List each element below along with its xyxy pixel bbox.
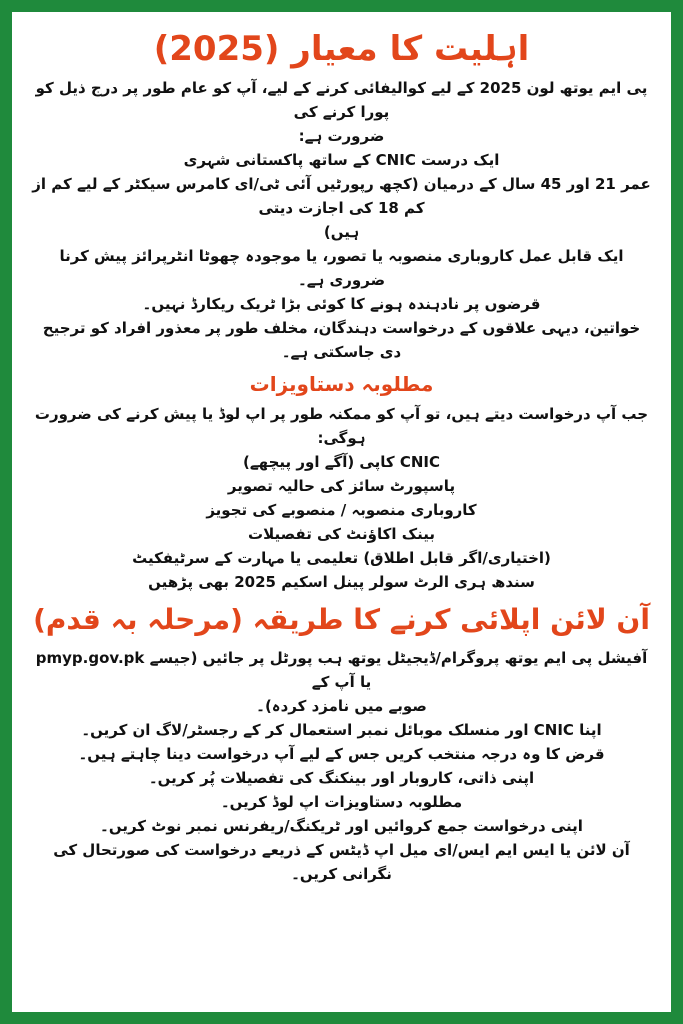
documents-line: بینک اکاؤنٹ کی تفصیلات xyxy=(248,525,435,543)
eligibility-line: ایک قابل عمل کاروباری منصوبہ یا تصور، یا موجودہ چھوٹا انٹرپرائز پیش کرنا ضروری ہے۔ xyxy=(59,247,624,289)
documents-line: کاروباری منصوبہ / منصوبے کی تجویز xyxy=(206,501,477,519)
apply-steps-heading: آن لائن اپلائی کرنے کا طریقہ (مرحلہ بہ قدم) xyxy=(33,603,650,636)
eligibility-heading: اہلیت کا معیار (2025) xyxy=(153,29,530,69)
apply-step-line: قرض کا وہ درجہ منتخب کریں جس کے لیے آپ درخواست دینا چاہتے ہیں۔ xyxy=(78,745,605,763)
eligibility-line: ضرورت ہے: xyxy=(298,127,385,145)
eligibility-line: ہیں) xyxy=(323,223,360,241)
apply-step-line: اپنی درخواست جمع کروائیں اور ٹریکنگ/ریفرنس نمبر نوٹ کریں۔ xyxy=(100,817,583,835)
eligibility-line: پی ایم یوتھ لون 2025 کے لیے کوالیفائی کرنے کے لیے، آپ کو عام طور پر درج ذیل کو پورا کرنے کی xyxy=(35,79,648,121)
apply-step-line: آن لائن یا ایس ایم ایس/ای میل اپ ڈیٹس کے ذریعے درخواست کی صورتحال کی نگرانی کریں۔ xyxy=(53,841,630,883)
documents-heading: مطلوبہ دستاویزات xyxy=(249,372,434,396)
documents-line: CNIC کاپی (آگے اور پیچھے) xyxy=(243,453,440,471)
apply-step-line: صوبے میں نامزد کردہ)۔ xyxy=(256,697,427,715)
eligibility-line: خواتین، دیہی علاقوں کے درخواست دہندگان، مخلف طور پر معذور افراد کو ترجیح دی جاسکتی ہے۔ xyxy=(42,319,641,361)
documents-line: (اختیاری/اگر قابل اطلاق) تعلیمی یا مہارت کے سرٹیفکیٹ xyxy=(132,549,551,567)
article-content xyxy=(32,26,651,886)
documents-line: سندھ ہری الرٹ سولر پینل اسکیم 2025 بھی پڑھیں xyxy=(148,573,535,591)
eligibility-line: ایک درست CNIC کے ساتھ پاکستانی شہری xyxy=(183,151,500,169)
eligibility-line: عمر 21 اور 45 سال کے درمیان (کچھ رپورٹیں آئی ٹی/ای کامرس سیکٹر کے لیے کم از کم 18 کی اجازت دیتی xyxy=(32,175,651,217)
apply-step-line: اپنا CNIC اور منسلک موبائل نمبر استعمال کر کے رجسٹر/لاگ ان کریں۔ xyxy=(81,721,602,739)
documents-line: پاسپورٹ سائز کی حالیہ تصویر xyxy=(227,477,456,495)
documents-line: جب آپ درخواست دیتے ہیں، تو آپ کو ممکنہ طور پر اپ لوڈ یا پیش کرنے کی ضرورت ہوگی: xyxy=(34,405,649,447)
apply-step-line: مطلوبہ دستاویزات اپ لوڈ کریں۔ xyxy=(220,793,463,811)
eligibility-line: قرضوں پر نادہندہ ہونے کا کوئی بڑا ٹریک ریکارڈ نہیں۔ xyxy=(142,295,541,313)
apply-step-line: آفیشل پی ایم یوتھ پروگرام/ڈیجیٹل یوتھ ہب پورٹل پر جائیں (جیسے pmyp.gov.pk یا آپ کے xyxy=(35,649,648,691)
apply-step-line: اپنی ذاتی، کاروبار اور بینکنگ کی تفصیلات پُر کریں۔ xyxy=(148,769,535,787)
